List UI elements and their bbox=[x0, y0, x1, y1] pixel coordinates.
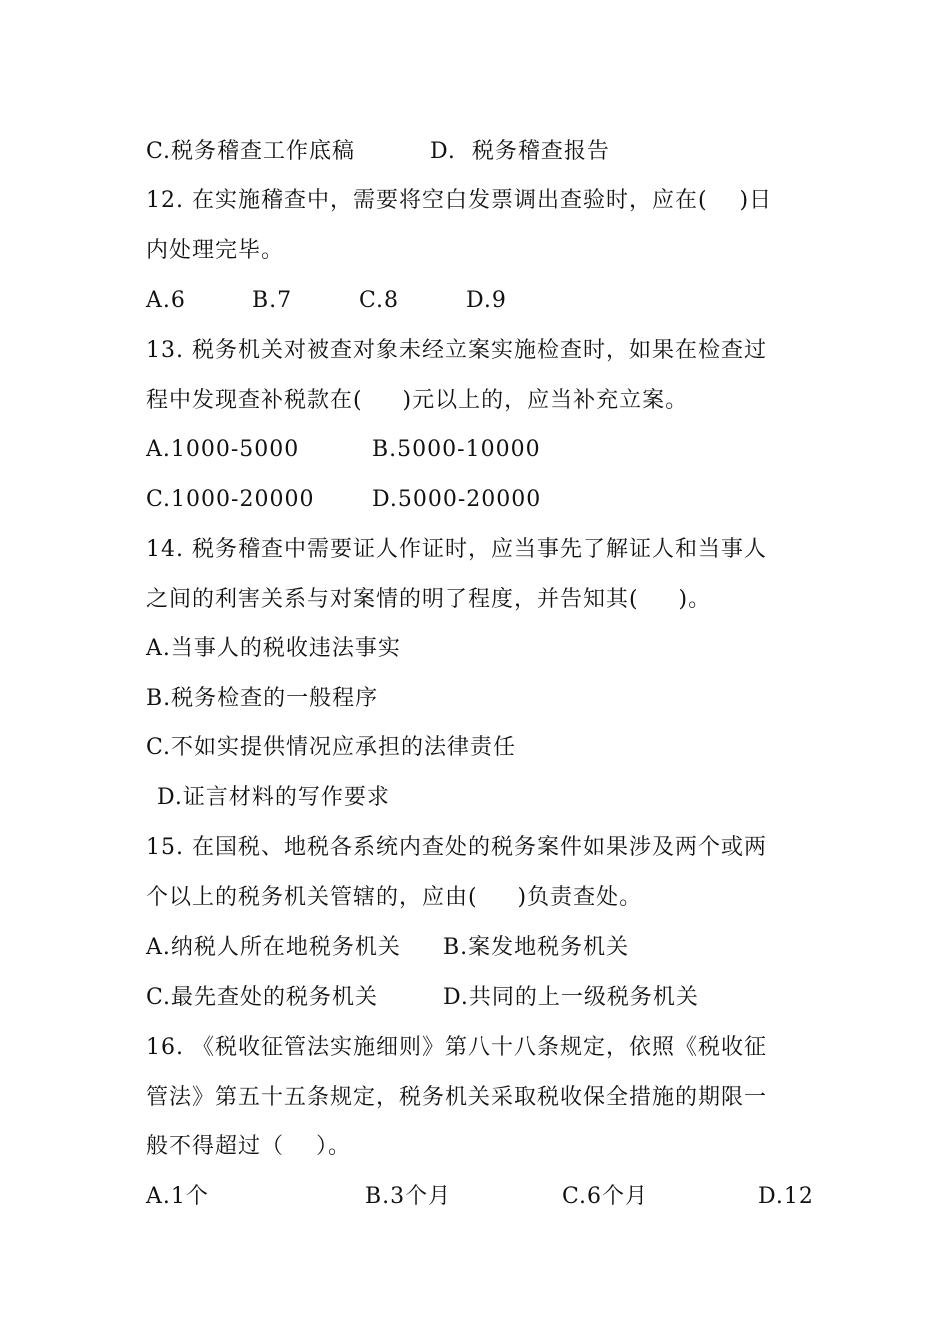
q15-option-d: D.共同的上一级税务机关 bbox=[443, 985, 699, 1010]
q16-option-d: D.12 bbox=[758, 1184, 814, 1209]
q15-stem-line-2: 个以上的税务机关管辖的，应由( )负责查处。 bbox=[146, 885, 643, 910]
q13-option-c: C.1000-20000 bbox=[146, 487, 315, 512]
q14-option-b: B.税务检查的一般程序 bbox=[146, 686, 379, 711]
q12-stem-line-2: 内处理完毕。 bbox=[146, 238, 285, 263]
q13-stem-line-1: 13. 税务机关对被查对象未经立案实施检查时，如果在检查过 bbox=[146, 338, 767, 363]
q15-option-c: C.最先查处的税务机关 bbox=[146, 985, 379, 1010]
q12-stem-line-1: 12. 在实施稽查中，需要将空白发票调出查验时，应在( )日 bbox=[146, 188, 773, 213]
q16-stem-line-1: 16. 《税收征管法实施细则》第八十八条规定，依照《税收征 bbox=[146, 1035, 767, 1060]
q11-option-d: D. 税务稽查报告 bbox=[430, 139, 610, 164]
q13-stem-line-2: 程中发现查补税款在( )元以上的，应当补充立案。 bbox=[146, 388, 689, 413]
q14-stem-line-1: 14. 税务稽查中需要证人作证时，应当事先了解证人和当事人 bbox=[146, 537, 767, 562]
q16-stem-line-2: 管法》第五十五条规定，税务机关采取税收保全措施的期限一 bbox=[146, 1085, 768, 1110]
q12-option-b: B.7 bbox=[252, 288, 293, 313]
q14-stem-line-2: 之间的利害关系与对案情的明了程度，并告知其( )。 bbox=[146, 587, 712, 612]
q13-option-d: D.5000-20000 bbox=[372, 487, 542, 512]
q13-option-a: A.1000-5000 bbox=[146, 437, 300, 462]
q13-option-b: B.5000-10000 bbox=[372, 437, 541, 462]
q16-stem-line-3: 般不得超过（ ）。 bbox=[146, 1134, 351, 1159]
q15-option-b: B.案发地税务机关 bbox=[443, 935, 630, 960]
q12-option-c: C.8 bbox=[359, 288, 400, 313]
q15-option-a: A.纳税人所在地税务机关 bbox=[146, 935, 401, 960]
q11-option-c: C.税务稽查工作底稿 bbox=[146, 139, 356, 164]
q12-option-d: D.9 bbox=[466, 288, 507, 313]
q14-option-c: C.不如实提供情况应承担的法律责任 bbox=[146, 735, 517, 760]
q16-option-c: C.6个月 bbox=[562, 1184, 649, 1209]
q16-option-b: B.3个月 bbox=[365, 1184, 452, 1209]
q14-option-d: D.证言材料的写作要求 bbox=[157, 785, 390, 810]
q12-option-a: A.6 bbox=[146, 288, 186, 313]
q15-stem-line-1: 15. 在国税、地税各系统内查处的税务案件如果涉及两个或两 bbox=[146, 835, 767, 860]
q14-option-a: A.当事人的税收违法事实 bbox=[146, 636, 401, 661]
q16-option-a: A.1个 bbox=[146, 1184, 209, 1209]
